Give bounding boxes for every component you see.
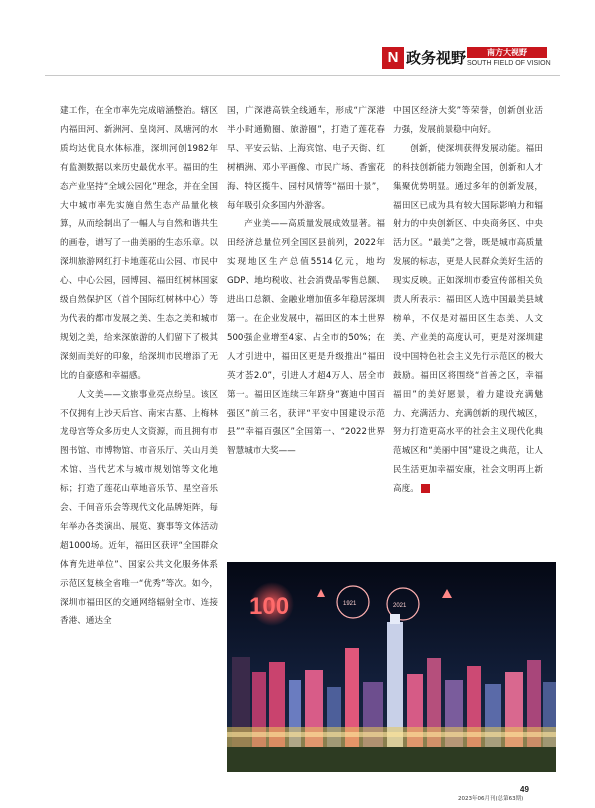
section-tag: 南方大视野 — [467, 47, 547, 58]
magazine-logo-icon: N — [382, 47, 404, 69]
drone-number: 100 — [249, 593, 290, 620]
paragraph-text: 创新，使深圳获得发展动能。福田的科技创新能力领跑全国，创新和人才集聚优势明显。通过多年的创新发展，福田区已成为具有较大国际影响力和辐射力的中央创新区、中央商务区、中央活力区。“最美”之誉，既是城市高质量发展的标志，更是人民群众美好生活的现实反映。正如深圳市委宣传部相关负责人所表示：福田区人选中国最美县域榜单，不仅是对福田区生态美、人文美、产业美的高度认可，更是对深圳建设中国特色社会主义先行示范区的极大鼓励。福田区将围绕“首善之区，幸福福田”的美好愿景，着力建设充满魅力、充满活力、充满创新的现代城区，努力打造更高水平的社会主义现代化典范城区和“美丽中国”建设之典范，让人民生活更加幸福安康，社会文明再上新高度。 — [393, 143, 543, 495]
article-column-1 — [60, 102, 218, 631]
section-tag-en: SOUTH FIELD OF VISION — [467, 60, 551, 67]
end-mark-icon: N — [421, 484, 430, 493]
night-skyline-photo — [227, 562, 556, 772]
article-column-3 — [393, 102, 543, 499]
page-header — [0, 47, 595, 71]
issue-label: 2023年06月刊(总第63期) — [458, 796, 524, 802]
paragraph: 产业美——高质量发展成效显著。福田经济总量位列全国区县前列，2022年实现地区生产总值5514亿元，地均GDP、地均税收、社会消费品零售总额、进出口总额、金融业增加值多年稳居深圳第一。在企业发展中，福田区的本土世界500强企业增至4家、占全市的50%；在人才引进中，福田区更是升级推出“福田英才荟2.0”，引进人才超4万人、居全市第一。福田区连续三年跻身“赛迪中国百强区”前三名，获评“平安中国建设示范县”“幸福百强区”全国第一、“2022世界智慧城市大奖—— — [227, 219, 385, 457]
header-divider — [45, 75, 560, 76]
paragraph: 建工作，在全市率先完成暗涵整治。辖区内福田河、新洲河、皇岗河、凤塘河的水质均达优良水体标准，深圳河创1982年有监测数据以来历史最优水平。福田的生态产业坚持“全域公园化”理念，并在全国大中城市率先实施自然生态产品量化核算，从而绘制出了一幅人与自然和谐共生的画卷，谱写了一曲美丽的生态乐章。以深圳旅游网红打卡地莲花山公园、市民中心、中心公园，园博园、福田红树林国家级自然保护区（首个国际红树林中心）等为代表的都市发展之美、生态之美和城市规划之美，给来深旅游的人们留下了极其深刻而美好的印象，给深圳市民增添了无比的自豪感和幸福感。 — [60, 106, 218, 381]
skyline-illustration — [227, 562, 556, 772]
paragraph-final — [393, 140, 543, 499]
article-column-2 — [227, 102, 385, 461]
paragraph: 人文美——文旅事业亮点纷呈。该区不仅拥有上沙天后宫、南宋古墓、上梅林龙母宫等众多历史人文资源，而且拥有市图书馆、市博物馆、市音乐厅、关山月美术馆、当代艺术与城市规划馆等文化地标；打造了莲花山草地音乐节、星空音乐会、千间音乐会等现代文化品牌矩阵，每年举办各类演出、展览、赛事等文体活动超1000场。近年，福田区获评“全国群众体育先进单位”、国家公共文化服务体系示范区复核全省唯一“优秀”等次。如今，深圳市福田区的交通网络辐射全市、连接香港、通达全 — [60, 389, 218, 627]
page-number: 49 — [520, 785, 529, 794]
drone-year-right: 2021 — [393, 603, 407, 609]
paragraph: 国，广深港高铁全线通车，形成“广深港半小时通勤圈、旅游圈”，打造了莲花春早、平安云钻、上海宾馆、电子天街、红树栖洲、邓小平画像、市民广场、香蜜花海、特区揽牛、园村风情等“福田十景”，每年吸引众多国内外游客。 — [227, 106, 385, 211]
paragraph: 中国区经济大奖”等荣誉，创新创业活力强，发展前景稳中向好。 — [393, 106, 543, 135]
column-name: 政务视野 — [406, 49, 467, 67]
drone-year-left: 1921 — [343, 601, 357, 607]
